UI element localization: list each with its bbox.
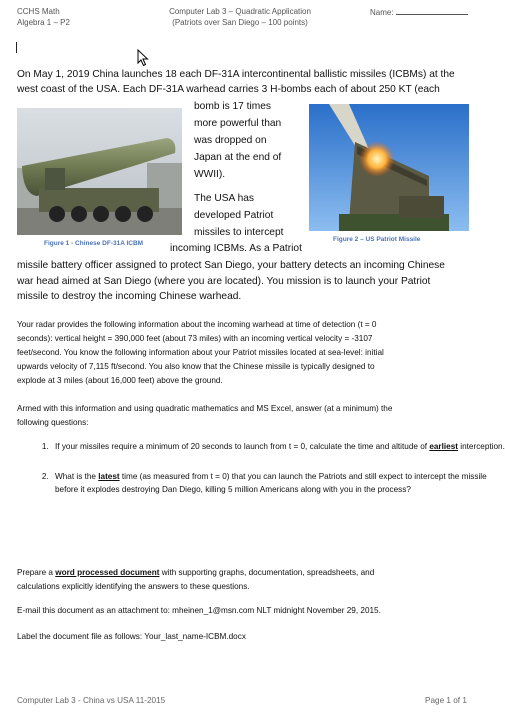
mouse-pointer-icon — [137, 49, 149, 67]
emphasis-word-processed: word processed document — [55, 568, 160, 577]
intro-col-8: missiles to intercept — [194, 227, 284, 238]
emphasis-latest: latest — [98, 471, 120, 481]
intro-col-5: WWII). — [194, 169, 226, 180]
radar-line-4: upwards velocity of 7,115 ft/second. You also know that the Chinese missile is typically designed to — [17, 362, 375, 371]
patriot-photo — [309, 104, 469, 231]
intro-line-2: west coast of the USA. Each DF-31A warhead carries 3 H-bombs each of about 250 KT (each — [17, 84, 440, 95]
email-instruction: E-mail this document as an attachment to: mheinen_1@msn.com NLT midnight November 29, 2015. — [17, 606, 381, 615]
prepare-line-1: Prepare a word processed document with supporting graphs, documentation, spreadsheets, and — [17, 568, 375, 577]
page-number: Page 1 of 1 — [425, 696, 467, 705]
label-instruction: Label the document file as follows: Your_last_name-ICBM.docx — [17, 632, 246, 641]
icbm-photo — [17, 108, 182, 235]
name-field — [370, 6, 468, 18]
footer-title: Computer Lab 3 - China vs USA 11-2015 — [17, 696, 166, 705]
course-name: CCHS Math — [17, 7, 60, 16]
name-blank[interactable] — [396, 6, 468, 15]
class-period: Algebra 1 – P2 — [17, 18, 70, 27]
assignment-header — [145, 6, 335, 28]
text-cursor — [16, 42, 17, 53]
figure-2-caption: Figure 2 – US Patriot Missile — [333, 236, 421, 243]
intro-col-6: The USA has — [194, 193, 255, 204]
course-header — [17, 6, 70, 28]
name-label: Name: — [370, 8, 394, 17]
intro-col-3: was dropped on — [194, 135, 267, 146]
armed-line-1: Armed with this information and using quadratic mathematics and MS Excel, answer (at a minimum) the — [17, 404, 393, 413]
intro-col-7: developed Patriot — [194, 210, 274, 221]
intro-line-1: On May 1, 2019 China launches 18 each DF-31A intercontinental ballistic missiles (ICBMs) at the — [17, 69, 455, 80]
assignment-subtitle: (Patriots over San Diego – 100 points) — [172, 18, 308, 27]
intro-line-5: missile to destroy the incoming Chinese warhead. — [17, 291, 242, 302]
intro-col-9: incoming ICBMs. As a Patriot — [170, 243, 302, 254]
radar-line-1: Your radar provides the following information about the incoming warhead at time of detection (t = 0 — [17, 320, 377, 329]
assignment-title: Computer Lab 3 – Quadratic Application — [169, 7, 311, 16]
intro-line-3: missile battery officer assigned to protect San Diego, your battery detects an incoming Chinese — [17, 260, 445, 271]
prepare-line-2: calculations explicitly identifying the answers to these questions. — [17, 582, 250, 591]
intro-col-4: Japan at the end of — [194, 152, 282, 163]
question-1: 1. If your missiles require a minimum of 20 seconds to launch from t = 0, calculate the time and altitude of earliest interception. — [51, 440, 505, 454]
radar-line-3: feet/second. You know the following information about your Patriot missiles located at sea-level: initial — [17, 348, 384, 357]
emphasis-earliest: earliest — [429, 442, 458, 451]
figure-1-caption: Figure 1 - Chinese DF-31A ICBM — [44, 240, 144, 247]
question-list — [17, 440, 505, 513]
question-2: 2. What is the latest time (as measured from t = 0) that you can launch the Patriots and still expect to intercept the missile before it explodes destroying Dan Diego, killing 5 million Americans along with you in the process? — [51, 470, 505, 497]
intro-col-1: bomb is 17 times — [194, 101, 272, 112]
intro-col-2: more powerful than — [194, 118, 282, 129]
radar-line-2: seconds): vertical height = 390,000 feet (about 73 miles) with an incoming vertical velocity = -3107 — [17, 334, 373, 343]
intro-line-4: war head aimed at San Diego (where you are located). You mission is to launch your Patriot — [17, 276, 431, 287]
radar-line-5: explode at 3 miles (about 16,000 feet) above the ground. — [17, 376, 223, 385]
armed-line-2: following questions: — [17, 418, 89, 427]
